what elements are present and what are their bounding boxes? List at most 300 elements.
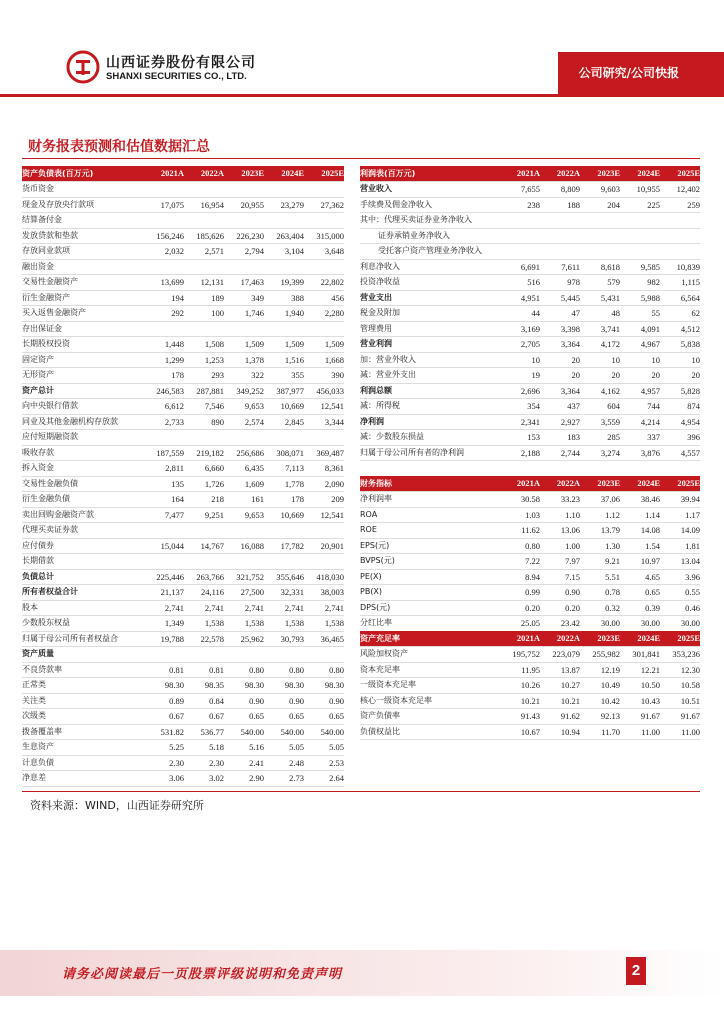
- cell-value: 301,841: [620, 647, 660, 663]
- cell-value: [144, 182, 184, 198]
- table-row: [22, 647, 344, 663]
- table-row: [360, 275, 700, 291]
- cell-value: 0.80: [500, 538, 540, 554]
- cell-value: 10,839: [660, 259, 700, 275]
- row-label: 存放同业款项: [22, 244, 144, 260]
- table-row: [360, 662, 700, 678]
- cell-value: 3,876: [620, 445, 660, 461]
- cell-value: 11.00: [620, 724, 660, 740]
- cell-value: 0.55: [660, 585, 700, 601]
- row-label: 货币资金: [22, 182, 144, 198]
- row-label: 所有者权益合计: [22, 585, 144, 601]
- year-header: 2023E: [224, 166, 264, 182]
- section-title: 财务报表预测和估值数据汇总: [28, 139, 210, 155]
- cell-value: 5.18: [184, 740, 224, 756]
- row-label: 少数股东权益: [22, 616, 144, 632]
- row-label: 交易性金融负债: [22, 476, 144, 492]
- cell-value: 2,280: [304, 306, 344, 322]
- row-label: 股本: [22, 600, 144, 616]
- cell-value: 2,032: [144, 244, 184, 260]
- cell-value: 238: [500, 197, 540, 213]
- cell-value: 890: [184, 414, 224, 430]
- cell-value: 292: [144, 306, 184, 322]
- cell-value: 225,446: [144, 569, 184, 585]
- cell-value: 12,131: [184, 275, 224, 291]
- cell-value: [144, 259, 184, 275]
- cell-value: 15,044: [144, 538, 184, 554]
- cell-value: 12,541: [304, 507, 344, 523]
- cell-value: 11.95: [500, 662, 540, 678]
- cell-value: 6,612: [144, 399, 184, 415]
- cell-value: 55: [620, 306, 660, 322]
- cell-value: 2,705: [500, 337, 540, 353]
- table-row: [22, 368, 344, 384]
- cell-value: 579: [580, 275, 620, 291]
- cell-value: 12.21: [620, 662, 660, 678]
- cell-value: 188: [540, 197, 580, 213]
- cell-value: 1,508: [184, 337, 224, 353]
- cell-value: 13.04: [660, 554, 700, 570]
- cell-value: 32,331: [264, 585, 304, 601]
- cell-value: 2,744: [540, 445, 580, 461]
- row-label: 衍生金融负债: [22, 492, 144, 508]
- cell-value: 30.00: [660, 616, 700, 632]
- row-label: 向中央银行借款: [22, 399, 144, 415]
- table-row: [22, 430, 344, 446]
- cell-value: 10: [620, 352, 660, 368]
- table-row: [360, 647, 700, 663]
- cell-value: 5,445: [540, 290, 580, 306]
- cell-value: 0.78: [580, 585, 620, 601]
- cell-value: 0.65: [264, 709, 304, 725]
- table-row: [22, 244, 344, 260]
- cell-value: 10.58: [660, 678, 700, 694]
- row-label: 加：营业外收入: [360, 352, 500, 368]
- cell-value: [304, 321, 344, 337]
- footer-disclaimer: 请务必阅读最后一页股票评级说明和免责声明: [62, 967, 343, 982]
- cell-value: 7,655: [500, 182, 540, 198]
- cell-value: [144, 430, 184, 446]
- row-label: 正常类: [22, 678, 144, 694]
- cell-value: 189: [184, 290, 224, 306]
- cell-value: 3,364: [540, 337, 580, 353]
- row-label: 现金及存放央行款项: [22, 197, 144, 213]
- cell-value: 2.53: [304, 755, 344, 771]
- cell-value: 9,603: [580, 182, 620, 198]
- cell-value: 1,668: [304, 352, 344, 368]
- cell-value: 5.16: [224, 740, 264, 756]
- year-header: 2024E: [620, 166, 660, 182]
- cell-value: 0.20: [540, 600, 580, 616]
- cell-value: 48: [580, 306, 620, 322]
- cell-value: 3,364: [540, 383, 580, 399]
- cell-value: 223,079: [540, 647, 580, 663]
- cell-value: 98.30: [224, 678, 264, 694]
- data-source-note: 资料来源：WIND，山西证券研究所: [30, 799, 204, 812]
- cell-value: 4.65: [620, 569, 660, 585]
- table-row: [22, 445, 344, 461]
- table-row: [22, 631, 344, 647]
- cell-value: 0.90: [224, 693, 264, 709]
- cell-value: 10.43: [620, 693, 660, 709]
- cell-value: 17,782: [264, 538, 304, 554]
- cell-value: 23,279: [264, 197, 304, 213]
- row-label: 营业收入: [360, 182, 500, 198]
- cell-value: 5,828: [660, 383, 700, 399]
- row-label: 资产质量: [22, 647, 144, 663]
- row-label: 净息差: [22, 771, 144, 787]
- cell-value: 1,299: [144, 352, 184, 368]
- cell-value: 978: [540, 275, 580, 291]
- cell-value: 0.81: [144, 662, 184, 678]
- cell-value: 1.10: [540, 507, 580, 523]
- cell-value: [620, 213, 660, 229]
- cell-value: 1,509: [304, 337, 344, 353]
- cell-value: [304, 554, 344, 570]
- cell-value: 1,726: [184, 476, 224, 492]
- row-label: DPS(元): [360, 600, 500, 616]
- cell-value: 10: [580, 352, 620, 368]
- cell-value: 1,349: [144, 616, 184, 632]
- cell-value: [224, 523, 264, 539]
- cell-value: 321,752: [224, 569, 264, 585]
- row-label: EPS(元): [360, 538, 500, 554]
- row-label: 不良贷款率: [22, 662, 144, 678]
- table-row: [22, 693, 344, 709]
- cell-value: 388: [264, 290, 304, 306]
- cell-value: 355: [264, 368, 304, 384]
- cell-value: [580, 244, 620, 260]
- cell-value: 1,538: [304, 616, 344, 632]
- cell-value: 322: [224, 368, 264, 384]
- cell-value: 20: [660, 368, 700, 384]
- cell-value: 516: [500, 275, 540, 291]
- table-row: [22, 709, 344, 725]
- cell-value: 0.67: [184, 709, 224, 725]
- cell-value: 7,113: [264, 461, 304, 477]
- cell-value: 12,541: [304, 399, 344, 415]
- cell-value: [264, 213, 304, 229]
- table-row: [22, 182, 344, 198]
- cell-value: 10: [500, 352, 540, 368]
- cell-value: 2.73: [264, 771, 304, 787]
- cell-value: 17,463: [224, 275, 264, 291]
- cell-value: 256,686: [224, 445, 264, 461]
- cell-value: 263,404: [264, 228, 304, 244]
- row-label: 资产总计: [22, 383, 144, 399]
- year-header: 2025E: [304, 166, 344, 182]
- row-label: 证券承销业务净收入: [360, 228, 500, 244]
- cell-value: 10,669: [264, 507, 304, 523]
- cell-value: 1.12: [580, 507, 620, 523]
- row-label: 一级资本充足率: [360, 678, 500, 694]
- cell-value: [304, 182, 344, 198]
- cell-value: 164: [144, 492, 184, 508]
- table-row: [22, 399, 344, 415]
- table-row: [360, 182, 700, 198]
- cell-value: 1,253: [184, 352, 224, 368]
- cell-value: 8,361: [304, 461, 344, 477]
- cell-value: 5,431: [580, 290, 620, 306]
- cell-value: 10: [660, 352, 700, 368]
- cell-value: 38.46: [620, 492, 660, 508]
- cell-value: [500, 228, 540, 244]
- cell-value: 255,982: [580, 647, 620, 663]
- table-row: [22, 616, 344, 632]
- cell-value: 30.00: [580, 616, 620, 632]
- cell-value: [264, 182, 304, 198]
- cell-value: 2,090: [304, 476, 344, 492]
- row-label: 卖出回购金融资产款: [22, 507, 144, 523]
- cell-value: 396: [660, 430, 700, 446]
- cell-value: 47: [540, 306, 580, 322]
- cell-value: 3.06: [144, 771, 184, 787]
- cell-value: 14.08: [620, 523, 660, 539]
- cell-value: 6,691: [500, 259, 540, 275]
- table-row: [360, 569, 700, 585]
- cell-value: 1.81: [660, 538, 700, 554]
- cell-value: 8.94: [500, 569, 540, 585]
- table-row: [360, 616, 700, 632]
- cell-value: 36,465: [304, 631, 344, 647]
- row-label: 投资净收益: [360, 275, 500, 291]
- table-row: [22, 538, 344, 554]
- cell-value: 25,962: [224, 631, 264, 647]
- cell-value: 13.87: [540, 662, 580, 678]
- table-header-label: 资产负债表(百万元): [22, 166, 144, 182]
- table-row: [22, 259, 344, 275]
- cell-value: 22,802: [304, 275, 344, 291]
- year-header: 2023E: [580, 631, 620, 647]
- row-label: 衍生金融资产: [22, 290, 144, 306]
- cell-value: 369,487: [304, 445, 344, 461]
- cell-value: 540.00: [224, 724, 264, 740]
- cell-value: [224, 259, 264, 275]
- cell-value: 3,559: [580, 414, 620, 430]
- cell-value: [184, 182, 224, 198]
- cell-value: 91.67: [620, 709, 660, 725]
- cell-value: 0.89: [144, 693, 184, 709]
- cell-value: 2,741: [144, 600, 184, 616]
- row-label: 无形资产: [22, 368, 144, 384]
- cell-value: 10.27: [540, 678, 580, 694]
- cell-value: 9.21: [580, 554, 620, 570]
- table-row: [360, 585, 700, 601]
- cell-value: 10.97: [620, 554, 660, 570]
- cell-value: 98.35: [184, 678, 224, 694]
- cell-value: 10,955: [620, 182, 660, 198]
- cell-value: [224, 321, 264, 337]
- cell-value: 6,564: [660, 290, 700, 306]
- cell-value: 0.90: [304, 693, 344, 709]
- cell-value: 1,538: [184, 616, 224, 632]
- cell-value: [620, 244, 660, 260]
- cell-value: [264, 647, 304, 663]
- cell-value: 0.67: [144, 709, 184, 725]
- table-row: [22, 678, 344, 694]
- cell-value: [264, 259, 304, 275]
- cell-value: [224, 554, 264, 570]
- table-row: [22, 476, 344, 492]
- cell-value: 2,811: [144, 461, 184, 477]
- table-row: [360, 259, 700, 275]
- cell-value: [184, 430, 224, 446]
- cell-value: 1,940: [264, 306, 304, 322]
- cell-value: [224, 213, 264, 229]
- table-row: [360, 507, 700, 523]
- cell-value: 187,559: [144, 445, 184, 461]
- cell-value: 7,477: [144, 507, 184, 523]
- cell-value: [224, 647, 264, 663]
- row-label: 资本充足率: [360, 662, 500, 678]
- cell-value: [660, 213, 700, 229]
- table-header-row: [360, 166, 700, 182]
- cell-value: 0.99: [500, 585, 540, 601]
- table-header-label: 财务指标: [360, 476, 500, 492]
- cell-value: [224, 430, 264, 446]
- cell-value: 2,741: [264, 600, 304, 616]
- cell-value: 1.30: [580, 538, 620, 554]
- cell-value: [264, 554, 304, 570]
- cell-value: 183: [540, 430, 580, 446]
- cell-value: 3,648: [304, 244, 344, 260]
- table-row: [22, 414, 344, 430]
- cell-value: 20: [540, 368, 580, 384]
- cell-value: [264, 523, 304, 539]
- table-row: [360, 600, 700, 616]
- cell-value: 13,699: [144, 275, 184, 291]
- cell-value: 1,448: [144, 337, 184, 353]
- cell-value: 226,230: [224, 228, 264, 244]
- cell-value: 1,509: [264, 337, 304, 353]
- cell-value: 3,104: [264, 244, 304, 260]
- cell-value: 308,071: [264, 445, 304, 461]
- table-row: [22, 662, 344, 678]
- cell-value: 349,252: [224, 383, 264, 399]
- cell-value: 98.30: [144, 678, 184, 694]
- cell-value: 387,977: [264, 383, 304, 399]
- table-row: [22, 523, 344, 539]
- cell-value: 12.19: [580, 662, 620, 678]
- cell-value: 135: [144, 476, 184, 492]
- company-name-en: SHANXI SECURITIES CO., LTD.: [106, 71, 247, 82]
- year-header: 2022A: [540, 166, 580, 182]
- cell-value: 3,344: [304, 414, 344, 430]
- cell-value: 14.09: [660, 523, 700, 539]
- table-row: [360, 523, 700, 539]
- cell-value: 16,954: [184, 197, 224, 213]
- cell-value: 10.94: [540, 724, 580, 740]
- cell-value: 4,512: [660, 321, 700, 337]
- row-label: 应付短期融资款: [22, 430, 144, 446]
- table-row: [22, 321, 344, 337]
- cell-value: 9,653: [224, 507, 264, 523]
- cell-value: 91.43: [500, 709, 540, 725]
- cell-value: 92.13: [580, 709, 620, 725]
- cell-value: 540.00: [304, 724, 344, 740]
- cell-value: 19,399: [264, 275, 304, 291]
- year-header: 2024E: [620, 476, 660, 492]
- cell-value: [224, 182, 264, 198]
- cell-value: [184, 523, 224, 539]
- cell-value: 4,954: [660, 414, 700, 430]
- cell-value: 3,398: [540, 321, 580, 337]
- row-label: 生息资产: [22, 740, 144, 756]
- table-row: [22, 600, 344, 616]
- row-label: 受托客户资产管理业务净收入: [360, 244, 500, 260]
- cell-value: 2.30: [144, 755, 184, 771]
- table-row: [360, 678, 700, 694]
- cell-value: 44: [500, 306, 540, 322]
- cell-value: 0.65: [304, 709, 344, 725]
- row-label: 其中：代理买卖证券业务净收入: [360, 213, 500, 229]
- year-header: 2024E: [264, 166, 304, 182]
- table-row: [360, 306, 700, 322]
- cell-value: 12.30: [660, 662, 700, 678]
- company-logo-icon: [66, 50, 100, 84]
- cell-value: 7.22: [500, 554, 540, 570]
- cell-value: 4,957: [620, 383, 660, 399]
- cell-value: 185,626: [184, 228, 224, 244]
- cell-value: 456,033: [304, 383, 344, 399]
- cell-value: 0.20: [500, 600, 540, 616]
- cell-value: 0.46: [660, 600, 700, 616]
- cell-value: 4,557: [660, 445, 700, 461]
- table-row: [360, 492, 700, 508]
- table-row: [22, 771, 344, 787]
- header-divider: [0, 94, 724, 97]
- title-divider: [22, 158, 700, 159]
- table-row: [22, 352, 344, 368]
- row-label: 归属于母公司所有者权益合: [22, 631, 144, 647]
- cell-value: 5,988: [620, 290, 660, 306]
- cell-value: 2,696: [500, 383, 540, 399]
- row-label: 负债总计: [22, 569, 144, 585]
- cell-value: 20,955: [224, 197, 264, 213]
- cell-value: 2.41: [224, 755, 264, 771]
- table-row: [22, 383, 344, 399]
- cell-value: 33.23: [540, 492, 580, 508]
- cell-value: 1.54: [620, 538, 660, 554]
- cell-value: 3.96: [660, 569, 700, 585]
- cell-value: 194: [144, 290, 184, 306]
- cell-value: 1,538: [224, 616, 264, 632]
- table-row: [360, 321, 700, 337]
- cell-value: [184, 647, 224, 663]
- cell-value: 10.51: [660, 693, 700, 709]
- cell-value: 982: [620, 275, 660, 291]
- table-row: [360, 244, 700, 260]
- cell-value: 21,137: [144, 585, 184, 601]
- cell-value: [184, 213, 224, 229]
- cell-value: 604: [580, 399, 620, 415]
- table-row: [360, 414, 700, 430]
- cell-value: [144, 647, 184, 663]
- cell-value: 27,362: [304, 197, 344, 213]
- cell-value: 1,115: [660, 275, 700, 291]
- cell-value: 437: [540, 399, 580, 415]
- table-row: [360, 228, 700, 244]
- cell-value: 349: [224, 290, 264, 306]
- cell-value: 2,794: [224, 244, 264, 260]
- cell-value: 14,767: [184, 538, 224, 554]
- year-header: 2021A: [144, 166, 184, 182]
- cell-value: 3,169: [500, 321, 540, 337]
- row-label: 手续费及佣金净收入: [360, 197, 500, 213]
- year-header: 2025E: [660, 631, 700, 647]
- cell-value: 7,611: [540, 259, 580, 275]
- cell-value: 0.90: [540, 585, 580, 601]
